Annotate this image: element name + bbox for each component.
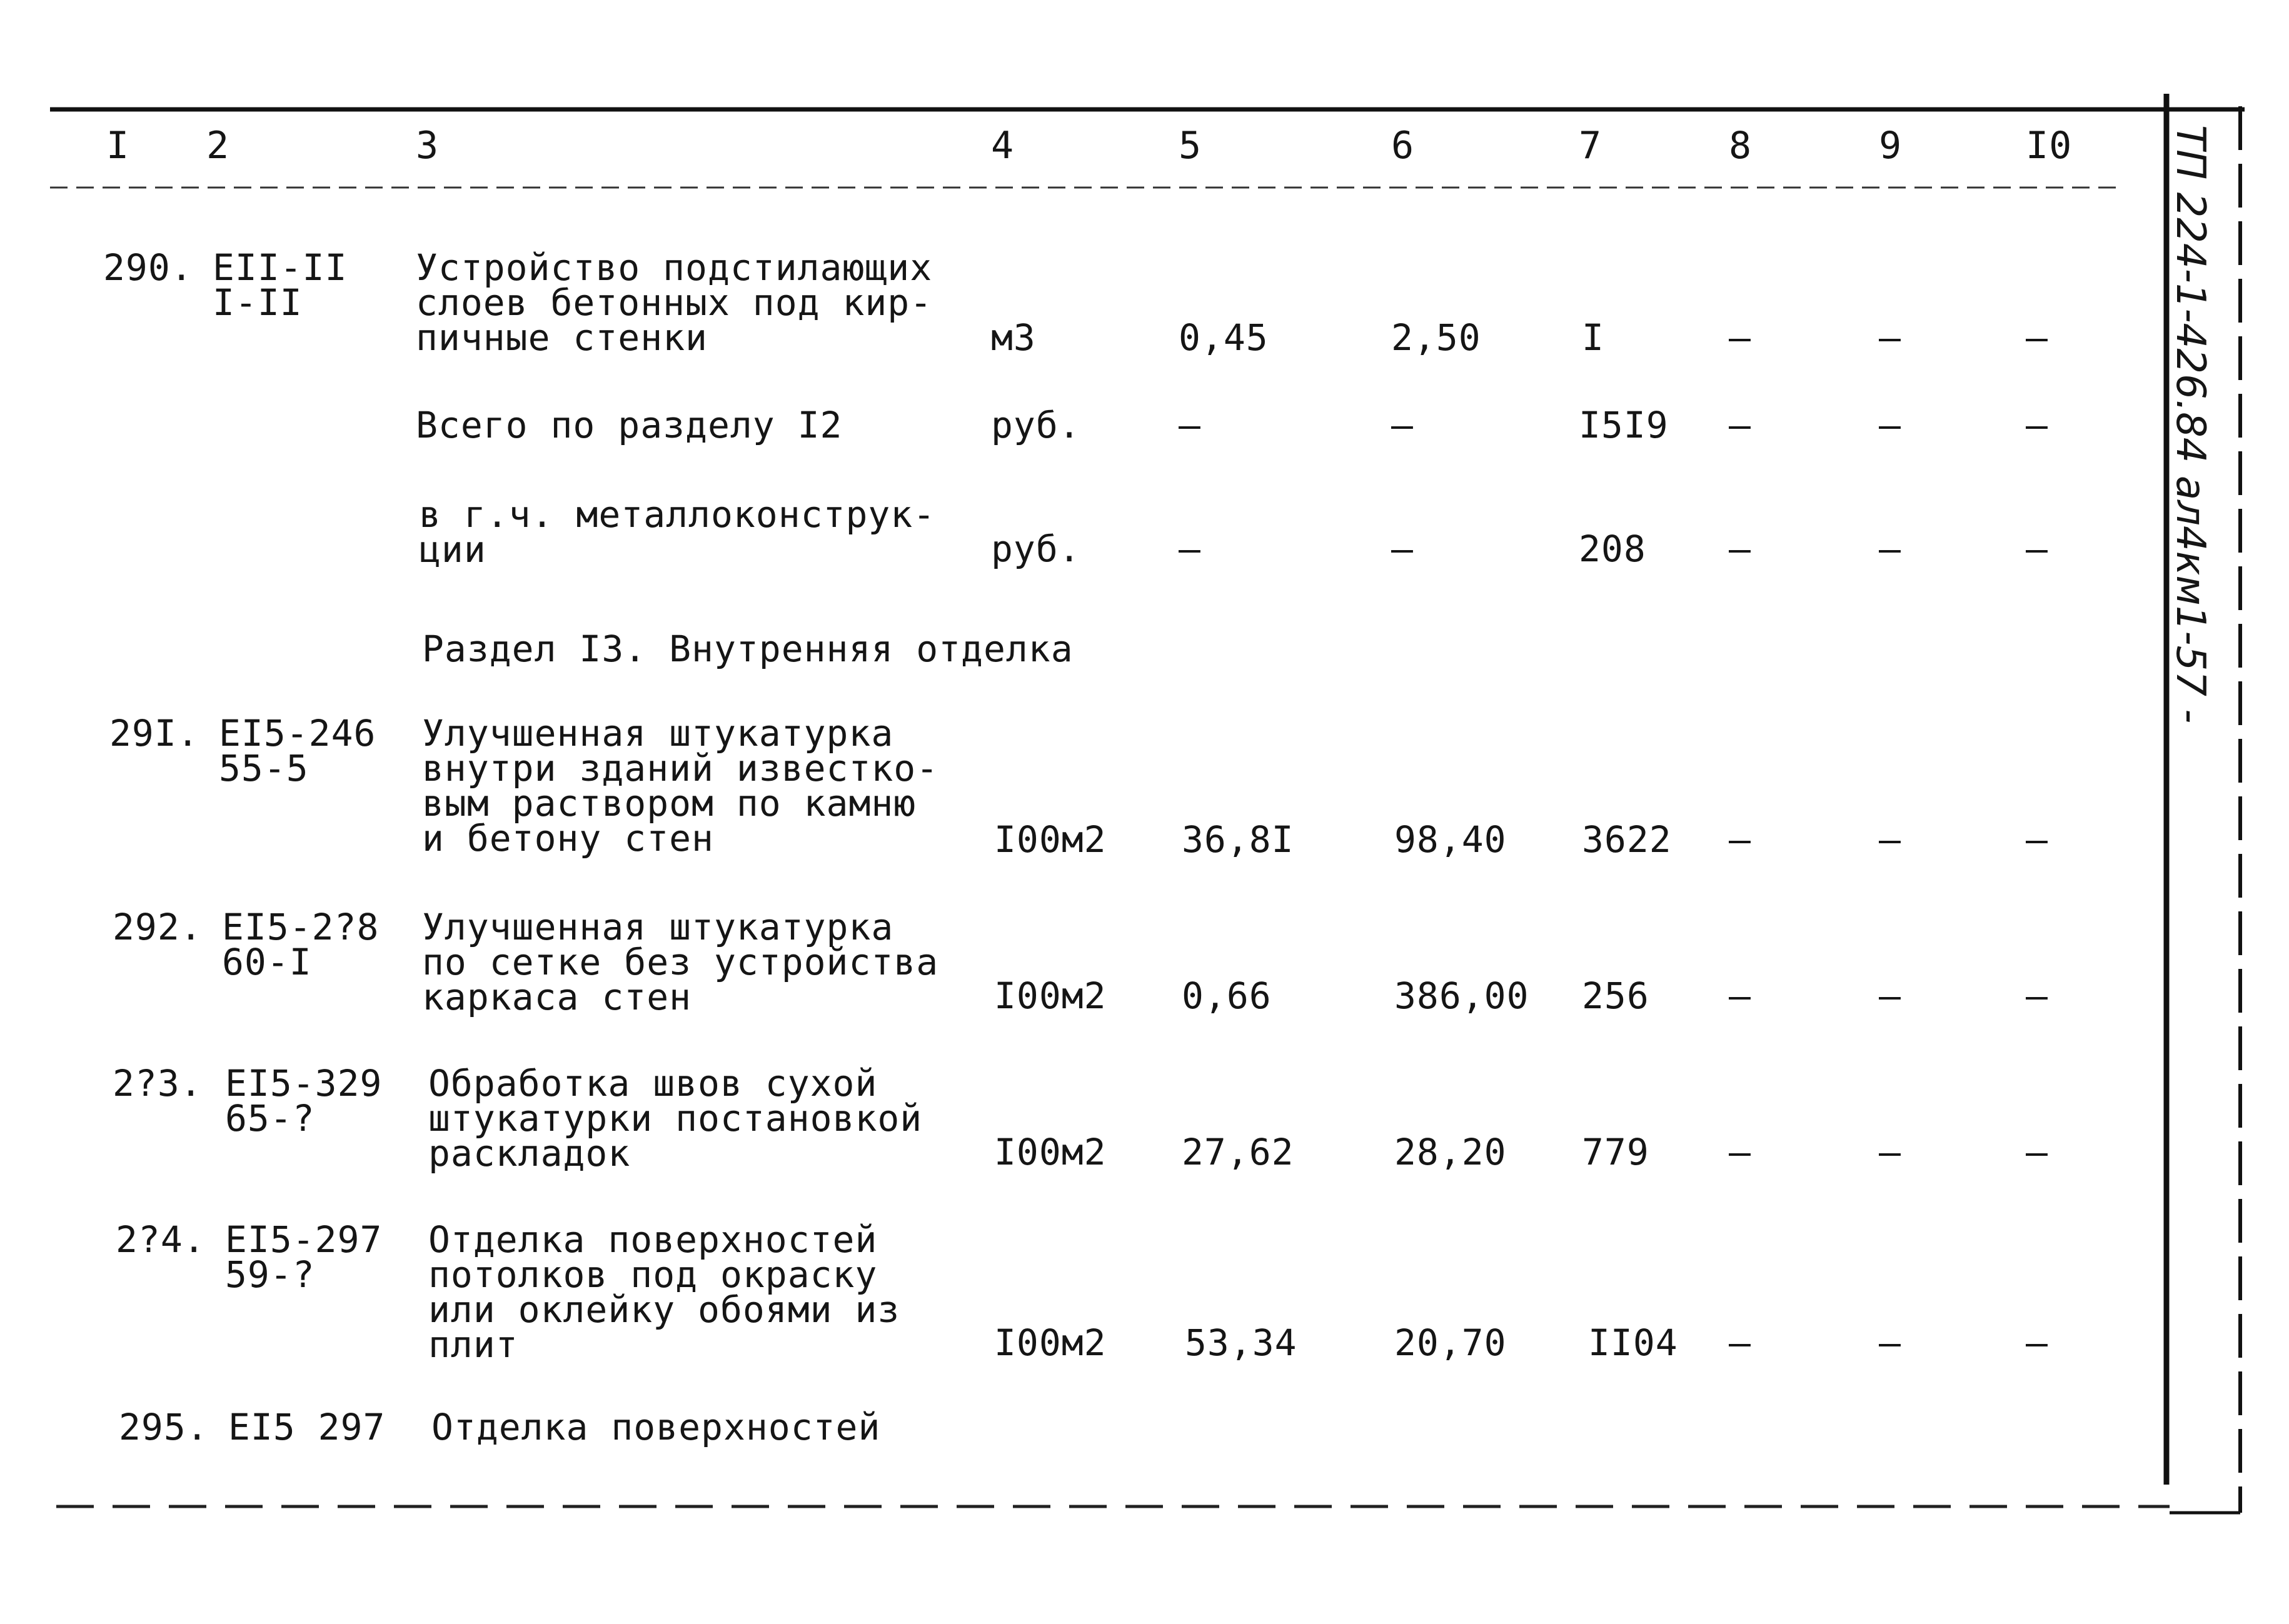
row-number: 295. — [119, 1406, 209, 1448]
row-col8: – — [1729, 818, 1751, 861]
row-col10: – — [2026, 404, 2048, 446]
row-number: 292. — [113, 906, 203, 948]
row-description: Отделка поверхностей потолков под окраску или оклейку обоями из плит — [428, 1218, 900, 1366]
row-col9: – — [1879, 1321, 1901, 1364]
row-col10: – — [2026, 528, 2048, 570]
row-col7: 256 — [1582, 975, 1649, 1017]
row-col7: 3622 — [1582, 818, 1672, 861]
row-col5: 36,8I — [1182, 818, 1294, 861]
row-number: 2?4. — [116, 1218, 206, 1261]
row-code: EI5-329 65-? — [225, 1062, 383, 1140]
section-heading: Раздел I3. Внутренняя отделка — [422, 628, 1074, 670]
row-col5: 27,62 — [1182, 1131, 1294, 1173]
column-header-9: 9 — [1879, 124, 1903, 168]
row-col7: II04 — [1588, 1321, 1678, 1364]
column-header-2: 2 — [206, 124, 230, 168]
row-description: Всего по разделу I2 — [416, 404, 843, 446]
row-unit: I00м2 — [994, 975, 1107, 1017]
row-col9: – — [1879, 404, 1901, 446]
row-col6: – — [1391, 404, 1414, 446]
row-description: Улучшенная штукатурка по сетке без устройства каркаса стен — [422, 906, 939, 1018]
row-col7: 779 — [1582, 1131, 1649, 1173]
row-col6: – — [1391, 528, 1414, 570]
row-col7: 208 — [1579, 528, 1646, 570]
row-col5: 0,45 — [1179, 316, 1269, 359]
row-col10: – — [2026, 818, 2048, 861]
row-description: Улучшенная штукатурка внутри зданий известко- вым раствором по камню и бетону стен — [422, 712, 939, 860]
row-code: EI5 297 — [228, 1406, 386, 1448]
stamp-text: ТП 224-1-426.84 ал4км1-57 - — [2167, 125, 2213, 724]
row-col10: – — [2026, 316, 2048, 359]
row-col6: 386,00 — [1394, 975, 1529, 1017]
row-col8: – — [1729, 316, 1751, 359]
row-unit: руб. — [991, 404, 1081, 446]
row-col8: – — [1729, 975, 1751, 1017]
row-col9: – — [1879, 316, 1901, 359]
column-header-7: 7 — [1579, 124, 1602, 168]
row-col6: 28,20 — [1394, 1131, 1507, 1173]
row-col7: I5I9 — [1579, 404, 1669, 446]
side-stamp — [2167, 125, 2245, 875]
column-header-5: 5 — [1179, 124, 1202, 168]
row-col9: – — [1879, 818, 1901, 861]
column-header-8: 8 — [1729, 124, 1753, 168]
row-col5: 0,66 — [1182, 975, 1272, 1017]
row-description: Устройство подстилающих слоев бетонных под кир- пичные стенки — [416, 246, 933, 359]
column-header-6: 6 — [1391, 124, 1415, 168]
row-col6: 20,70 — [1394, 1321, 1507, 1364]
row-col9: – — [1879, 528, 1901, 570]
row-col7: I — [1582, 316, 1604, 359]
row-unit: I00м2 — [994, 1321, 1107, 1364]
row-number: 2?3. — [113, 1062, 203, 1105]
row-description: Обработка швов сухой штукатурки постановкой раскладок — [428, 1062, 923, 1175]
row-number: 29I. — [109, 712, 199, 754]
row-code: EII-II I-II — [213, 246, 348, 324]
row-col8: – — [1729, 528, 1751, 570]
column-header-3: 3 — [416, 124, 440, 168]
row-number: 290. — [103, 246, 193, 289]
row-col8: – — [1729, 1131, 1751, 1173]
row-col8: – — [1729, 1321, 1751, 1364]
row-description: в г.ч. металлоконструк- ции — [419, 493, 936, 571]
row-col5: – — [1179, 404, 1201, 446]
row-col10: – — [2026, 1321, 2048, 1364]
row-unit: I00м2 — [994, 1131, 1107, 1173]
row-code: EI5-2?8 60-I — [222, 906, 380, 983]
row-unit: руб. — [991, 528, 1081, 570]
row-unit: I00м2 — [994, 818, 1107, 861]
column-header-1: I — [106, 124, 130, 168]
row-code: EI5-246 55-5 — [219, 712, 376, 789]
row-unit: м3 — [991, 316, 1036, 359]
column-header-10: I0 — [2026, 124, 2073, 168]
row-col9: – — [1879, 975, 1901, 1017]
row-col6: 98,40 — [1394, 818, 1507, 861]
column-header-4: 4 — [991, 124, 1015, 168]
row-col6: 2,50 — [1391, 316, 1481, 359]
row-code: EI5-297 59-? — [225, 1218, 383, 1296]
row-col10: – — [2026, 975, 2048, 1017]
row-description: Отделка поверхностей — [431, 1406, 881, 1448]
row-col8: – — [1729, 404, 1751, 446]
row-col5: – — [1179, 528, 1201, 570]
row-col5: 53,34 — [1185, 1321, 1297, 1364]
row-col10: – — [2026, 1131, 2048, 1173]
row-col9: – — [1879, 1131, 1901, 1173]
